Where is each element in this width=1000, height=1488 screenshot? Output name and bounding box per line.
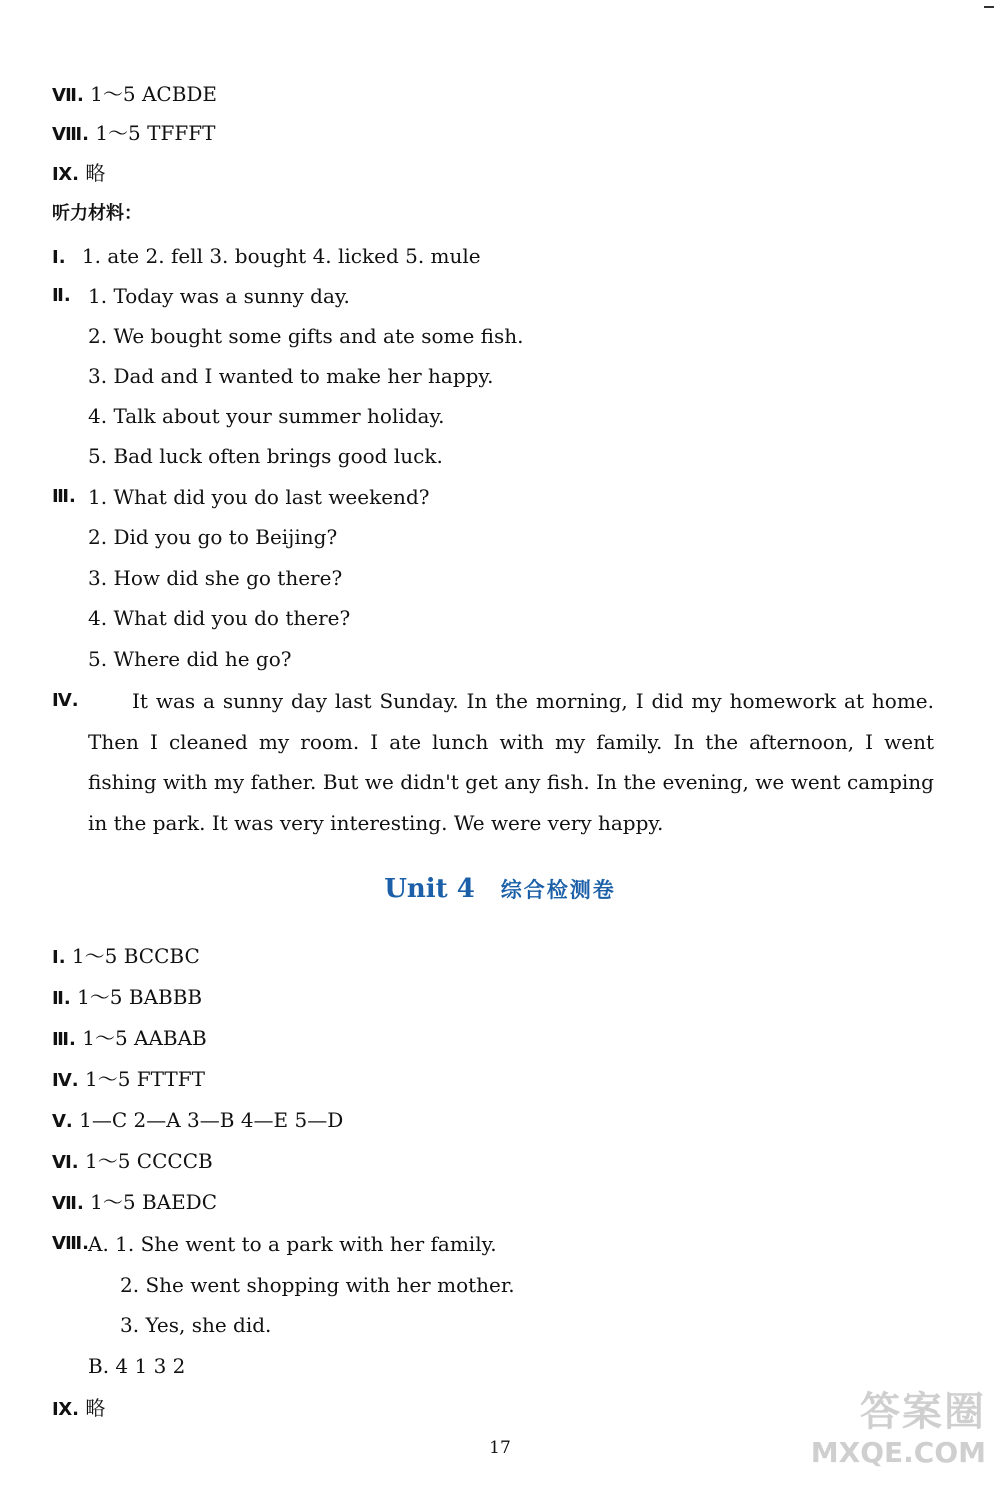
reading-answer: 2. She went shopping with her mother. — [120, 1273, 515, 1297]
list-item: 3. Dad and I wanted to make her happy. — [88, 364, 494, 388]
answer-line — [52, 942, 200, 972]
answer-line — [52, 1147, 213, 1177]
list-item: 1. What did you do last weekend? — [88, 485, 430, 509]
watermark-url: MXQE.COM — [810, 1436, 986, 1469]
section-label: Ⅱ. — [52, 988, 71, 1009]
section-label: Ⅲ. — [52, 486, 76, 507]
reading-answer: A. 1. She went to a park with her family. — [88, 1232, 497, 1256]
watermark — [796, 1388, 986, 1484]
list-item: 2. We bought some gifts and ate some fish. — [88, 324, 524, 348]
list-item: 3. How did she go there? — [88, 566, 343, 590]
answer-text: 1～5 BAEDC — [90, 1190, 218, 1214]
section-label: Ⅱ. — [52, 285, 71, 306]
page-number: 17 — [489, 1438, 511, 1458]
corner-mark — [984, 6, 994, 8]
list-item: 4. What did you do there? — [88, 606, 351, 630]
list-item: 5. Bad luck often brings good luck. — [88, 444, 443, 468]
answer-text: 略 — [85, 1396, 106, 1420]
reading-answer: 3. Yes, she did. — [120, 1313, 272, 1337]
unit-subtitle: 综合检测卷 — [500, 878, 616, 902]
answer-line — [52, 983, 202, 1013]
answer-line — [52, 1065, 205, 1095]
section-label: Ⅲ. — [52, 1029, 76, 1050]
unit-title: Unit 4 — [384, 874, 475, 904]
answer-line — [52, 1106, 343, 1136]
answer-text: 1～5 TFFFT — [95, 121, 216, 145]
answer-text: 1～5 CCCCB — [84, 1149, 213, 1173]
list-item: 1. Today was a sunny day. — [88, 284, 350, 308]
paragraph-text: It was a sunny day last Sunday. In the morning, I did my homework at home. Then I cleaned my room. I ate lunch with my family. In the afternoon, I went fishing with my father. But we didn't get any fish. In the evening, we went camping in the park. It was very interesting. We were very happy. — [88, 689, 934, 835]
section-label: Ⅳ. — [52, 690, 79, 711]
answer-text: 1—C 2—A 3—B 4—E 5—D — [79, 1108, 344, 1132]
answer-line — [52, 1394, 105, 1424]
section-label: Ⅸ. — [52, 1399, 80, 1420]
answer-line-7 — [52, 80, 217, 110]
list-item: 2. Did you go to Beijing? — [88, 525, 338, 549]
section-label: Ⅷ. — [52, 1233, 89, 1254]
section-label: Ⅷ. — [52, 124, 89, 145]
section-label: Ⅰ. — [52, 247, 66, 268]
answer-text: 1～5 BCCBC — [71, 944, 200, 968]
list-item: 4. Talk about your summer holiday. — [88, 404, 445, 428]
listening-section-1 — [52, 242, 481, 272]
listening-words: 1. ate 2. fell 3. bought 4. licked 5. mule — [81, 244, 481, 268]
reading-order: B. 4 1 3 2 — [88, 1354, 186, 1378]
listening-heading: 听力材料： — [52, 203, 142, 224]
watermark-title: 答案圈 — [860, 1389, 986, 1435]
section-label: Ⅶ. — [52, 1193, 84, 1214]
answer-text: 1～5 AABAB — [82, 1026, 207, 1050]
answer-line — [52, 1188, 217, 1218]
section-label: Ⅵ. — [52, 1152, 79, 1173]
section-label: Ⅳ. — [52, 1070, 79, 1091]
section-label: Ⅰ. — [52, 947, 66, 968]
answer-text: 1～5 BABBB — [77, 985, 203, 1009]
section-label: Ⅴ. — [52, 1111, 73, 1132]
answer-text: 略 — [85, 161, 106, 185]
answer-text: 1～5 FTTFT — [84, 1067, 205, 1091]
listening-paragraph — [88, 681, 934, 843]
answer-text: 1～5 ACBDE — [90, 82, 218, 106]
section-label: Ⅶ. — [52, 85, 84, 106]
answer-line — [52, 1024, 207, 1054]
unit-heading — [0, 872, 1000, 907]
answer-line-9 — [52, 159, 105, 189]
answer-line-8 — [52, 119, 215, 149]
list-item: 5. Where did he go? — [88, 647, 292, 671]
section-label: Ⅸ. — [52, 164, 80, 185]
